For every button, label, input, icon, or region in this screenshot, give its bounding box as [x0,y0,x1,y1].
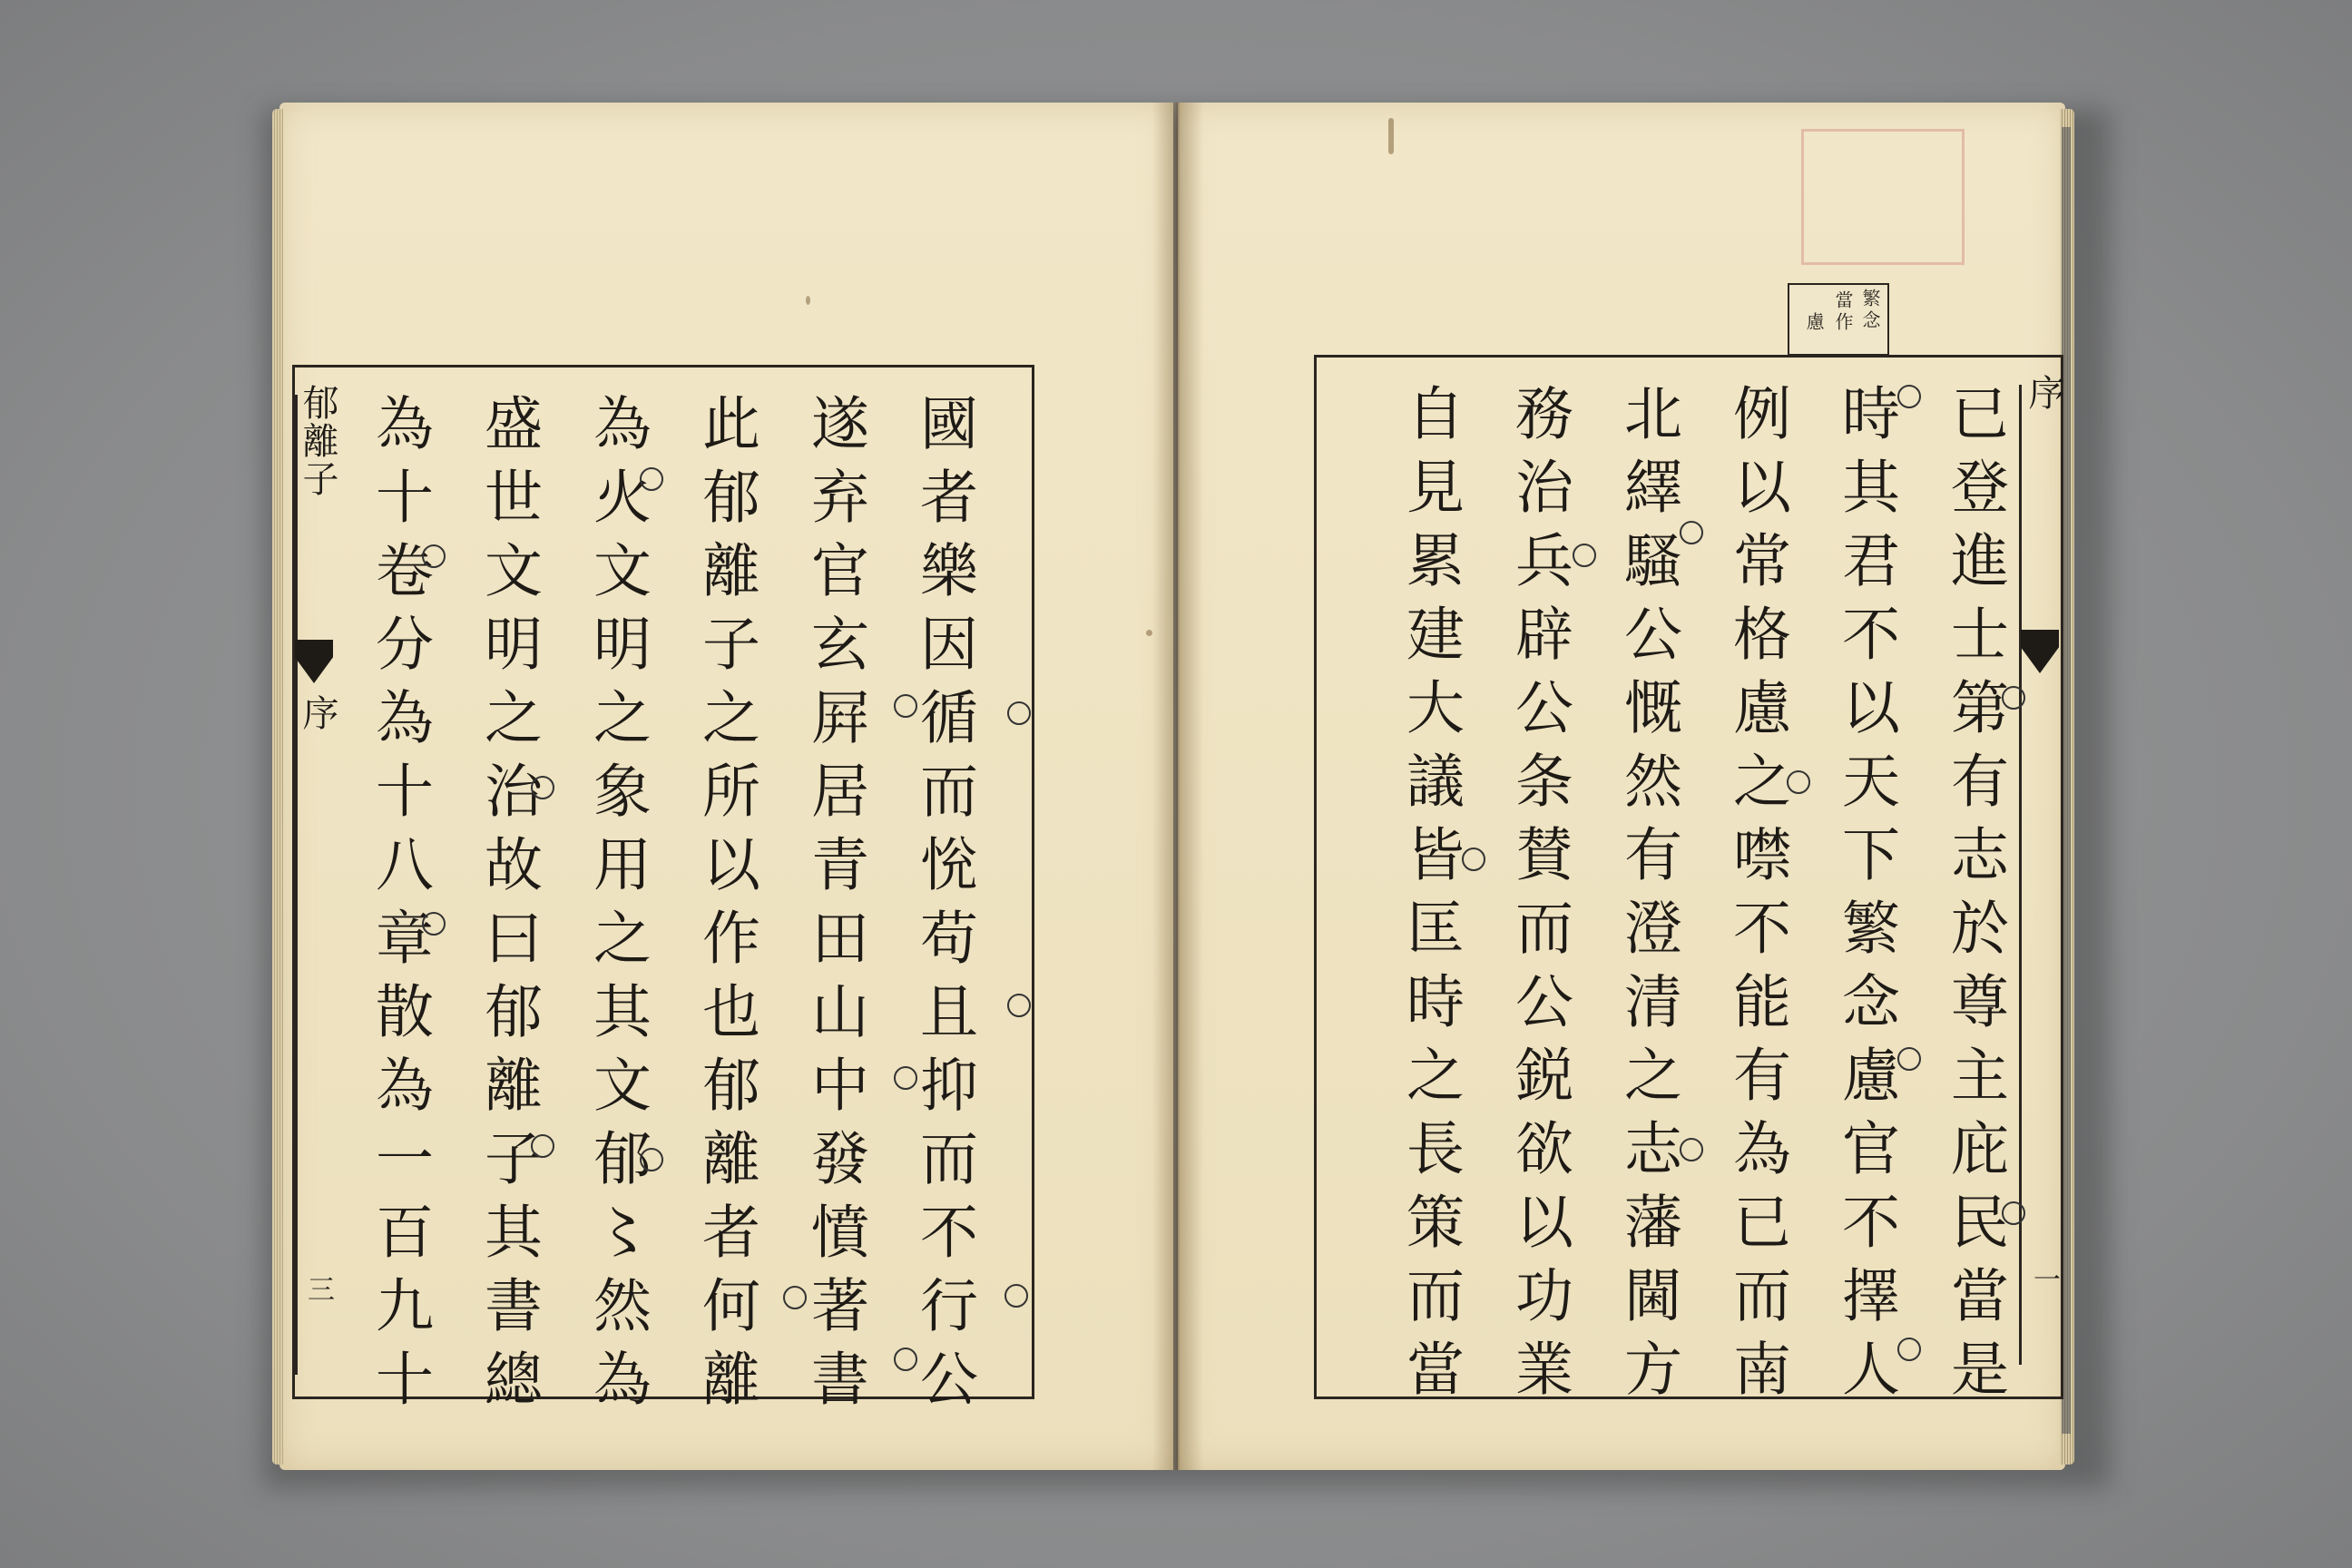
left-text-column-2: 遂弃官玄屛居青田山中發憤著書 [801,393,868,1422]
punctuation-circle [1007,994,1031,1017]
punctuation-circle [640,467,663,491]
left-page-edge [272,109,283,1465]
punctuation-circle [1573,544,1596,567]
punctuation-circle [531,1134,554,1158]
right-text-column-1: 已登進士第有志於尊主庇民當是 [1941,383,2008,1412]
right-text-column-5: 務治兵辟公条賛而公鋭欲以功業 [1505,383,1573,1412]
seal-line-3: 當 [1832,290,1854,309]
punctuation-circle [1787,770,1810,794]
punctuation-circle [894,694,917,718]
punctuation-circle [1004,1284,1028,1308]
punctuation-circle [1680,521,1703,544]
left-text-column-5: 盛世文明之治故曰郁離子其書總 [475,393,542,1422]
punctuation-circle [2002,686,2025,710]
seal-line-2: 念 [1859,310,1881,328]
right-text-column-4: 北繹騷公慨然有澄清之志藩閫方 [1614,383,1681,1412]
book-gutter [1152,103,1203,1470]
punctuation-circle [531,776,554,799]
punctuation-circle [1007,701,1031,725]
left-text-column-3: 此郁離子之所以作也郁離者何離 [692,393,760,1422]
punctuation-circle [1897,1047,1921,1071]
seal-line-4: 作 [1832,312,1854,330]
right-margin-column [2019,385,2061,1365]
left-margin-column [295,395,337,1375]
left-margin-folio: 三 [302,1275,334,1304]
right-margin-folio: 一 [2028,1265,2060,1294]
punctuation-circle [1897,1338,1921,1361]
seal-line-1: 繁 [1859,289,1881,307]
punctuation-circle [1680,1138,1703,1161]
seal-line-5: 慮 [1803,312,1825,330]
punctuation-circle [2002,1201,2025,1225]
punctuation-circle [894,1066,917,1090]
right-margin-title: 序 [2023,374,2064,412]
annotation-seal [1788,283,1889,356]
punctuation-circle [640,1148,663,1171]
punctuation-circle [1462,848,1485,871]
right-text-column-3: 例以常格慮之噤不能有為已而南 [1723,383,1790,1412]
left-margin-title: 郁離子 [297,384,338,498]
punctuation-circle [1897,385,1921,408]
punctuation-circle [422,912,446,936]
punctuation-circle [894,1348,917,1371]
punctuation-circle [783,1286,807,1309]
punctuation-circle [422,544,446,568]
right-text-frame [1314,355,2064,1412]
right-text-column-2: 時其君不以天下繁念慮官不擇人 [1832,383,1899,1412]
left-text-frame [292,365,1034,1422]
paper-blemish [1388,118,1394,154]
paper-blemish [1146,630,1152,636]
left-text-column-4: 為火文明之象用之其文郁〻然為 [583,393,651,1422]
paper-blemish [806,296,810,305]
left-text-column-6: 為十卷分為十八章散為一百九十 [366,393,433,1422]
left-text-column-1: 國者樂因循而恱苟且抑而不行公 [910,393,977,1422]
left-margin-sub: 序 [297,694,338,732]
right-text-column-6: 自見累建大議皆匡時之長策而當 [1396,383,1464,1412]
faint-stamp-show-through [1801,129,1965,265]
